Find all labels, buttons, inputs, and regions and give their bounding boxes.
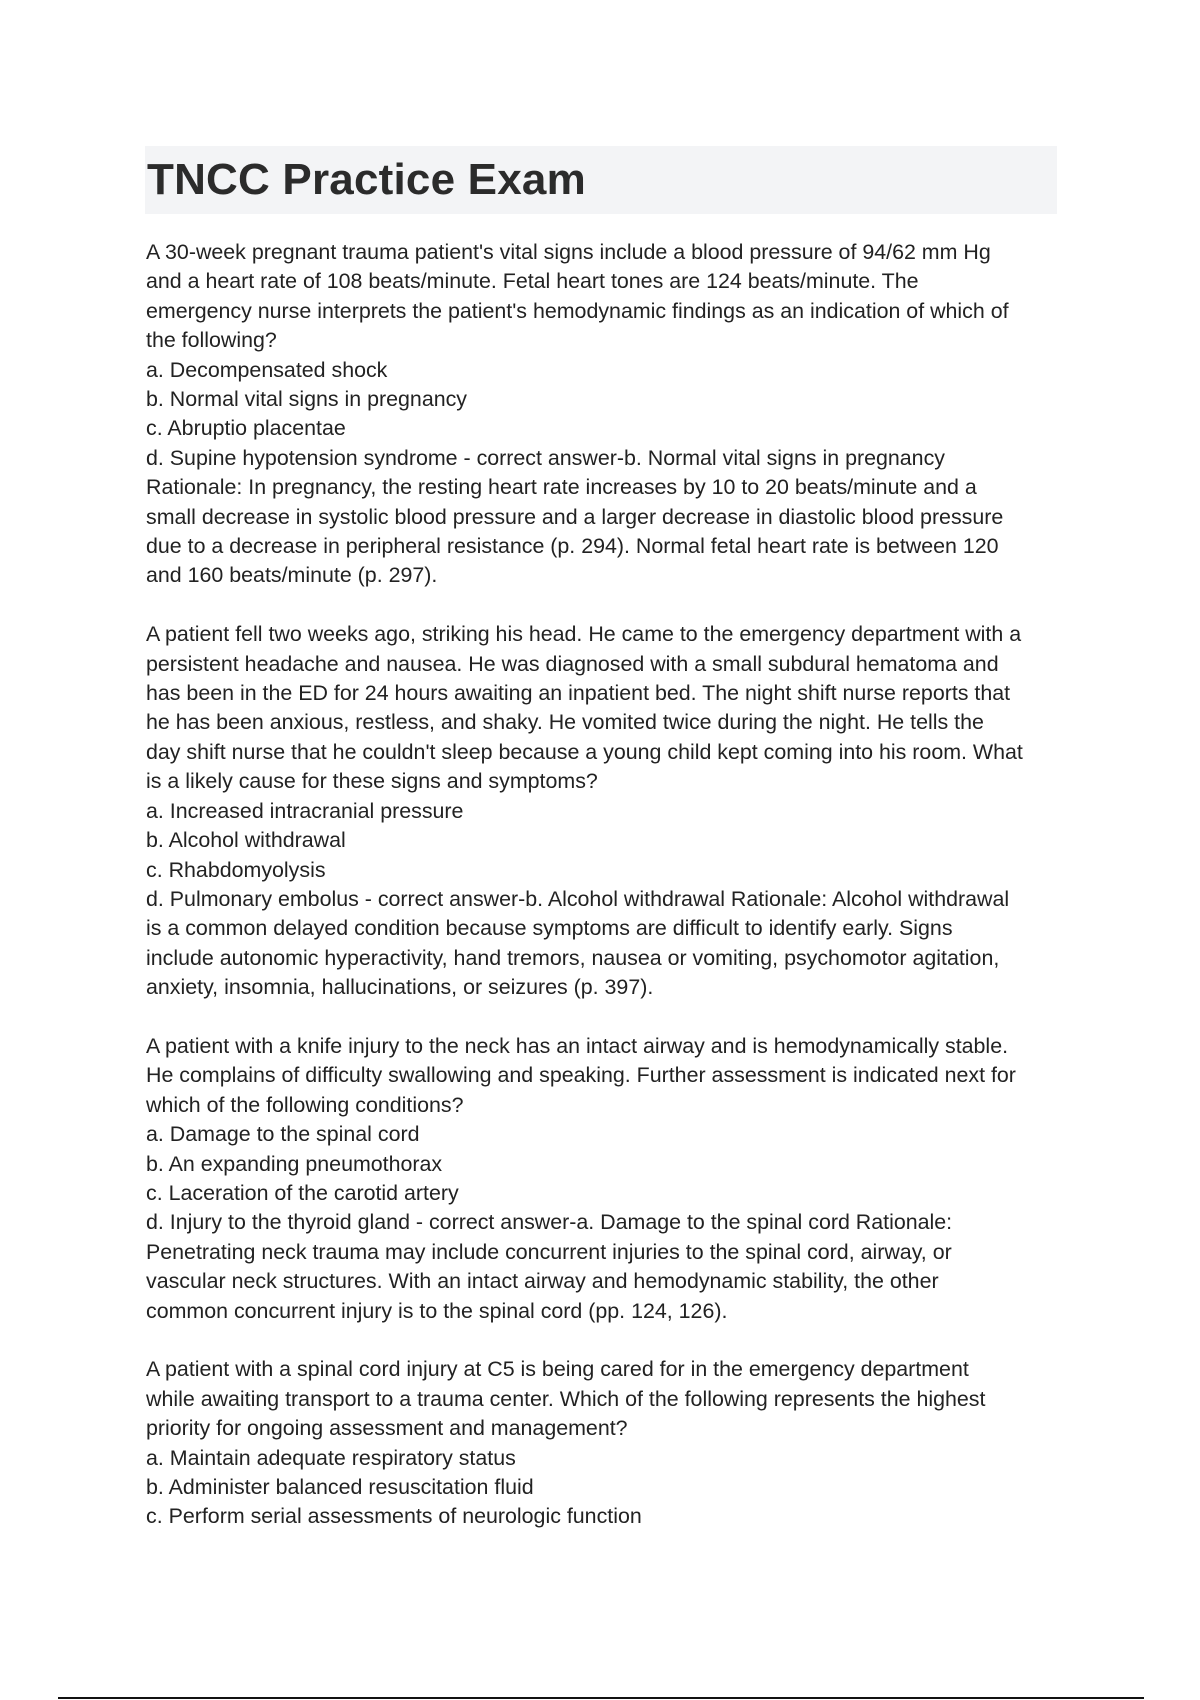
question-line: include autonomic hyperactivity, hand tremors, nausea or vomiting, psychomotor agitation, — [146, 945, 1000, 970]
question-line: and a heart rate of 108 beats/minute. Fetal heart tones are 124 beats/minute. The — [146, 269, 919, 294]
question-line: c. Abruptio placentae — [146, 416, 346, 441]
question-line: Rationale: In pregnancy, the resting heart rate increases by 10 to 20 beats/minute and a — [146, 475, 977, 500]
question-line: a. Decompensated shock — [146, 357, 388, 382]
question-line: c. Rhabdomyolysis — [146, 857, 326, 882]
question-line: is a likely cause for these signs and symptoms? — [146, 769, 598, 794]
question-line: a. Increased intracranial pressure — [146, 798, 464, 823]
question-block — [146, 238, 1058, 591]
question-line: persistent headache and nausea. He was diagnosed with a small subdural hematoma and — [146, 651, 999, 676]
question-block — [146, 1355, 1058, 1531]
question-line: due to a decrease in peripheral resistance (p. 294). Normal fetal heart rate is between 120 — [146, 534, 999, 559]
question-line: and 160 beats/minute (p. 297). — [146, 563, 438, 588]
question-line: vascular neck structures. With an intact airway and hemodynamic stability, the other — [146, 1269, 939, 1294]
question-line: b. Normal vital signs in pregnancy — [146, 387, 468, 412]
question-block — [146, 620, 1058, 1002]
question-text — [146, 620, 1058, 1002]
question-block — [146, 1032, 1058, 1326]
question-line: has been in the ED for 24 hours awaiting an inpatient bed. The night shift nurse reports that — [146, 681, 1011, 706]
question-line: Penetrating neck trauma may include concurrent injuries to the spinal cord, airway, or — [146, 1239, 952, 1264]
question-list — [146, 238, 1058, 1561]
question-line: while awaiting transport to a trauma center. Which of the following represents the highest — [146, 1386, 986, 1411]
question-text — [146, 1032, 1058, 1326]
question-line: small decrease in systolic blood pressure and a larger decrease in diastolic blood pressure — [146, 504, 1004, 529]
question-line: He complains of difficulty swallowing and speaking. Further assessment is indicated next for — [146, 1063, 1016, 1088]
page-title: TNCC Practice Exam — [147, 155, 586, 204]
question-line: c. Perform serial assessments of neurologic function — [146, 1504, 642, 1529]
question-line: the following? — [146, 328, 277, 353]
bottom-divider — [58, 1697, 1144, 1699]
question-line: A 30-week pregnant trauma patient's vital signs include a blood pressure of 94/62 mm Hg — [146, 240, 991, 264]
question-line: b. Alcohol withdrawal — [146, 828, 346, 853]
question-line: d. Pulmonary embolus - correct answer-b. Alcohol withdrawal Rationale: Alcohol withdrawal — [146, 886, 1010, 911]
question-line: emergency nurse interprets the patient's hemodynamic findings as an indication of which of — [146, 298, 1009, 323]
question-line: which of the following conditions? — [146, 1092, 464, 1117]
question-line: a. Maintain adequate respiratory status — [146, 1445, 516, 1470]
question-line: b. Administer balanced resuscitation fluid — [146, 1475, 534, 1500]
question-line: d. Supine hypotension syndrome - correct answer-b. Normal vital signs in pregnancy — [146, 445, 945, 470]
question-text — [146, 238, 1058, 591]
question-line: d. Injury to the thyroid gland - correct answer-a. Damage to the spinal cord Rationale: — [146, 1210, 953, 1235]
question-line: common concurrent injury is to the spinal cord (pp. 124, 126). — [146, 1298, 728, 1323]
question-line: anxiety, insomnia, hallucinations, or seizures (p. 397). — [146, 975, 654, 1000]
title-banner — [145, 146, 1057, 214]
question-line: priority for ongoing assessment and management? — [146, 1416, 628, 1441]
question-line: he has been anxious, restless, and shaky. He vomited twice during the night. He tells the — [146, 710, 984, 735]
question-line: a. Damage to the spinal cord — [146, 1122, 420, 1147]
question-text — [146, 1355, 1058, 1531]
question-line: is a common delayed condition because symptoms are difficult to identify early. Signs — [146, 916, 953, 941]
question-line: A patient with a spinal cord injury at C5 is being cared for in the emergency department — [146, 1357, 969, 1382]
question-line: day shift nurse that he couldn't sleep because a young child kept coming into his room. What — [146, 739, 1023, 764]
question-line: c. Laceration of the carotid artery — [146, 1180, 459, 1205]
question-line: A patient with a knife injury to the neck has an intact airway and is hemodynamically stable. — [146, 1033, 1009, 1058]
question-line: b. An expanding pneumothorax — [146, 1151, 443, 1176]
question-line: A patient fell two weeks ago, striking his head. He came to the emergency department with a — [146, 622, 1022, 647]
